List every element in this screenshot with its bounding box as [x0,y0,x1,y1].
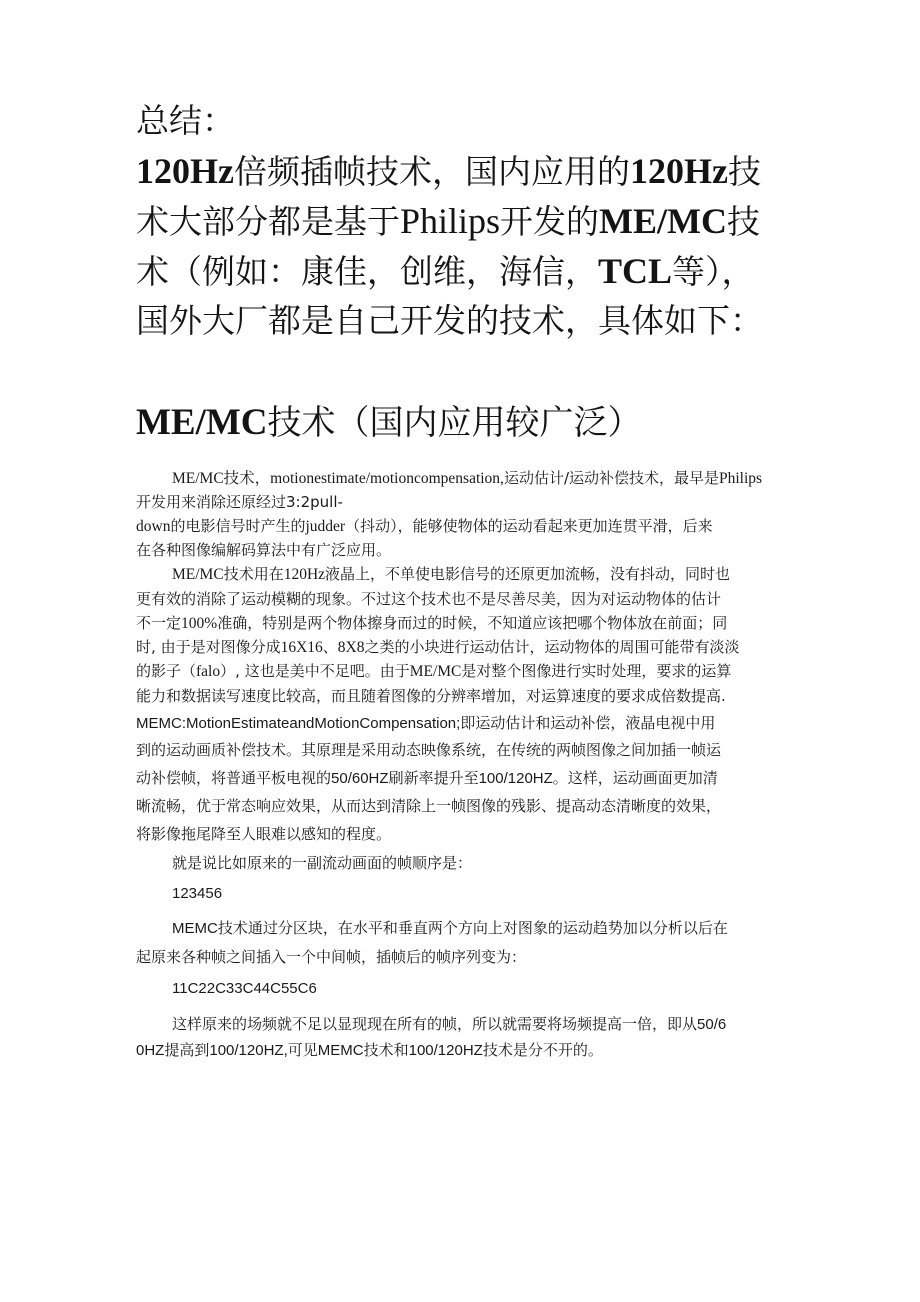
paragraph-line: 起原来各种帧之间插入一个中间帧，插帧后的帧序列变为： [136,948,527,966]
paragraph-line: 这样原来的场频就不足以显现现在所有的帧，所以就需要将场频提高一倍，即从50/6 [172,1015,727,1033]
paragraph-line: 动补偿帧，将普通平板电视的50/60HZ刷新率提升至100/120HZ。这样，运动画面更加清 [136,769,718,787]
paragraph-line: MEMC:MotionEstimateandMotionCompensation;即运动估计和运动补偿，液晶电视中用 [136,714,716,732]
paragraph-line: 在各种图像编解码算法中有广泛应用。 [136,541,392,559]
paragraph-line: down的电影信号时产生的judder（抖动），能够使物体的运动看起来更加连贯平滑，后来 [136,517,713,535]
summary-line: 术（例如：康佳，创维，海信，TCL等）， [136,251,755,291]
paragraph-line: 就是说比如原来的一副流动画面的帧顺序是： [172,854,473,872]
frame-sequence-original: 123456 [172,885,223,902]
paragraph-line: 到的运动画质补偿技术。其原理是采用动态映像系统，在传统的两帧图像之间加插一帧运 [136,741,722,759]
paragraph-line: 将影像拖尾降至人眼难以感知的程度。 [136,825,392,843]
summary-label: 总结： [136,101,235,140]
summary-line: 120Hz倍频插帧技术，国内应用的120Hz技 [136,151,761,191]
paragraph-line: 时, 由于是对图像分成16X16、8X8之类的小块进行运动估计，运动物体的周围可能带有淡淡 [136,638,740,656]
paragraph-line: 0HZ提高到100/120HZ,可见MEMC技术和100/120HZ技术是分不开的。 [136,1041,603,1059]
paragraph-line: 不一定100%准确，特别是两个物体擦身而过的时候，不知道应该把哪个物体放在前面；同 [136,614,728,632]
paragraph-line: ME/MC技术，motionestimate/motioncompensation,运动估计/运动补偿技术，最早是Philips [172,469,763,487]
summary-line: 术大部分都是基于Philips开发的ME/MC技 [136,201,761,241]
paragraph-line: 的影子（falo）, 这也是美中不足吧。由于ME/MC是对整个图像进行实时处理，要求的运算 [136,662,732,680]
paragraph-line: 更有效的消除了运动模糊的现象。不过这个技术也不是尽善尽美，因为对运动物体的估计 [136,590,722,608]
summary-line: 国外大厂都是自己开发的技术，具体如下： [136,301,763,340]
summary-heading [136,96,796,346]
paragraph-line: MEMC技术通过分区块，在水平和垂直两个方向上对图象的运动趋势加以分析以后在 [172,919,728,937]
paragraph-line: ME/MC技术用在120Hz液晶上，不单使电影信号的还原更加流畅，没有抖动，同时也 [172,565,731,583]
paragraph-line: 能力和数据读写速度比较高，而且随着图像的分辨率增加，对运算速度的要求成倍数提高. [136,687,726,705]
paragraph-line: 晰流畅，优于常态响应效果，从而达到清除上一帧图像的残影、提高动态清晰度的效果， [136,797,722,815]
paragraph-line: 开发用来消除还原经过3:2pull- [136,493,343,511]
section-title: ME/MC技术（国内应用较广泛） [136,402,642,443]
frame-sequence-interpolated: 11C22C33C44C55C6 [172,980,317,997]
